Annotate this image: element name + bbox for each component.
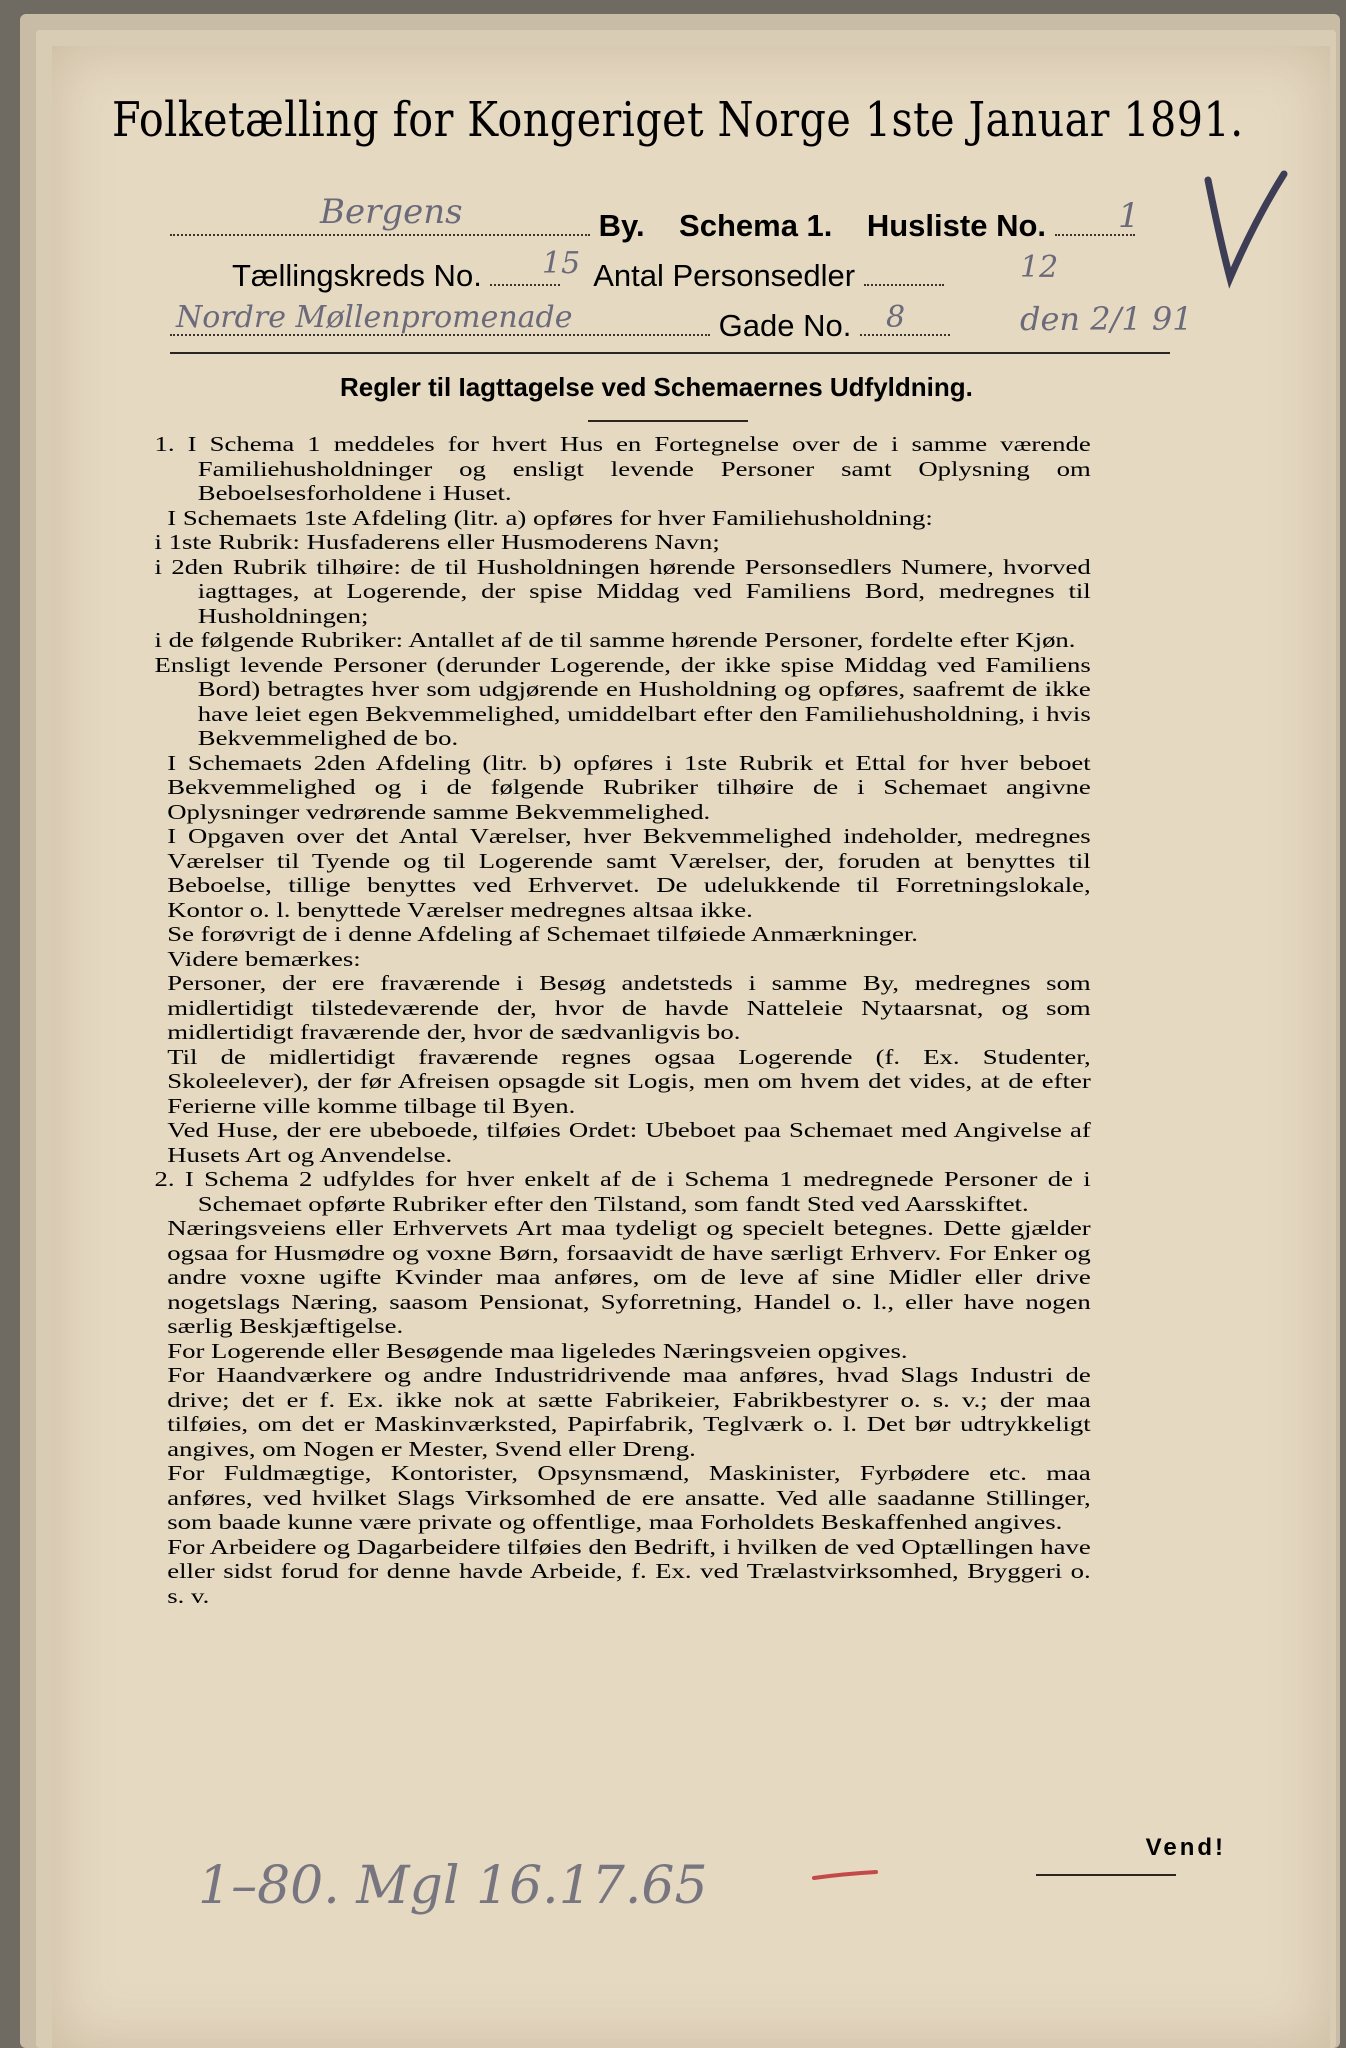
paragraph-9: Se forøvrigt de i denne Afdeling af Schemaet tilføiede Anmærkninger. xyxy=(167,922,918,946)
paragraph-2: I Schemaets 1ste Afdeling (litr. a) opføres for hver Familiehusholdning: xyxy=(167,505,933,530)
heading-underline xyxy=(588,420,748,422)
by-row xyxy=(170,208,1135,244)
gade-value: Nordre Møllenpromenade xyxy=(176,300,573,335)
corner-mark-v xyxy=(1200,170,1290,290)
paragraph-8: I Opgaven over det Antal Værelser, hver Bekvemmelighed indeholder, medregnes Værelser til Tyende og til Logerende samt Værelser, der, foruden at benyttes til Beboelse, tillige benyttes ved Erhvervet. De udelukkende til Forretningslokale, Kontor o. l. benyttede Værelser medregnes altsaa ikke. xyxy=(167,824,1091,922)
paragraph-13: Ved Huse, der ere ubeboede, tilføies Ordet: Ubeboet paa Schemaet med Angivelse af Husets Art og Anvendelse. xyxy=(167,1118,1091,1167)
paragraph-16: For Logerende eller Besøgende maa ligeledes Næringsveien opgives. xyxy=(167,1338,908,1363)
header-divider xyxy=(170,352,1170,354)
husliste-label: Husliste No. xyxy=(866,208,1047,243)
paragraph-10: Videre bemærkes: xyxy=(167,946,361,971)
paragraph-17: For Haandværkere og andre Industridrivende maa anføres, hvad Slags Industri de drive; det er f. Ex. ikke nok at sætte Fabrikeier, Fabrikbestyrer o. s. v.; der maa tilføies, om det er Maskinværksted, Papirfabrik, Teglværk o. l. Det bør udtrykkeligt angives, om Nogen er Mester, Svend eller Dreng. xyxy=(167,1363,1091,1461)
personsedler-label: Antal Personsedler xyxy=(593,258,856,293)
paragraph-4: i 2den Rubrik tilhøire: de til Husholdningen hørende Personsedlers Numere, hvorved iagttages, at Logerende, der spise Middag ved Familiens Bord, medregnes til Husholdningen; xyxy=(154,554,1091,628)
form-title: Folketælling for Kongeriget Norge 1ste Januar 1891. xyxy=(112,92,1244,148)
paragraph-18: For Fuldmægtige, Kontorister, Opsynsmænd, Maskinister, Fyrbødere etc. maa anføres, ved hvilket Slags Virksomhed de ere ansatte. Ved alle saadanne Stillinger, som baade kunne være private og offentlige, maa Forholdets Beskaffenhed angives. xyxy=(167,1461,1091,1534)
archive-footnote: 1–80. Mgl 16.17.65 xyxy=(198,1856,708,1916)
vend-label: Vend! xyxy=(1145,1834,1226,1861)
paragraph-11: Personer, der ere fraværende i Besøg andetsteds i samme By, medregnes som midlertidigt tilstedeværende der, hvor de havde Natteleie Nytaarsnat, og som midlertidigt fraværende der, hvor de sædvanligvis bo. xyxy=(167,971,1091,1044)
paragraph-5: i de følgende Rubriker: Antallet af de til samme hørende Personer, fordelte efter Kjøn. xyxy=(154,628,1076,652)
paragraph-6: Ensligt levende Personer (derunder Logerende, der ikke spise Middag ved Familiens Bord) betragtes hver som udgjørende en Husholdning og opføres, saafremt de ikke have leiet egen Bekvemmelighed, umiddelbart efter den Familiehusholdning, i hvis Bekvemmelighed de bo. xyxy=(154,652,1091,750)
kreds-value: 15 xyxy=(542,246,581,281)
paragraph-14: 2. I Schema 2 udfyldes for hver enkelt af de i Schema 1 medregnede Personer de i Schemaet opførte Rubriker efter den Tilstand, som fandt Sted ved Aarsskiftet. xyxy=(154,1167,1091,1216)
paragraph-1: 1. I Schema 1 meddeles for hvert Hus en Fortegnelse over de i samme værende Familiehusholdninger og ensligt levende Personer samt Oplysning om Beboelsesforholdene i Huset. xyxy=(154,432,1091,505)
gade-no-value: 8 xyxy=(886,300,906,335)
paragraph-15: Næringsveiens eller Erhvervets Art maa tydeligt og specielt betegnes. Dette gjælder ogsaa for Husmødre og voxne Børn, forsaavidt de have særligt Erhverv. For Enker og andre voxne ugifte Kvinder maa anføres, om de leve af sine Midler eller drive nogetslags Næring, saasom Pensionat, Syforretning, Handel o. l., eller have nogen særlig Beskjæftigelse. xyxy=(167,1216,1091,1338)
vend-underline xyxy=(1036,1874,1176,1876)
husliste-value: 1 xyxy=(1118,196,1140,236)
paragraph-7: I Schemaets 2den Afdeling (litr. b) opføres i 1ste Rubrik et Ettal for hver beboet Bekvemmelighed og i de følgende Rubriker tilhøire de i Schemaet angivne Oplysninger vedrørende samme Bekvemmelighed. xyxy=(167,750,1091,824)
personsedler-value: 12 xyxy=(1020,250,1059,285)
paragraph-12: Til de midlertidigt fraværende regnes ogsaa Logerende (f. Ex. Studenter, Skoleelever), der før Afreisen opsagde sit Logis, men om hvem det vides, at de efter Ferierne ville komme tilbage til Byen. xyxy=(167,1044,1091,1118)
schema-label: Schema 1. xyxy=(679,208,833,243)
rules-heading: Regler til Iagttagelse ved Schemaernes Udfyldning. xyxy=(340,372,973,402)
paragraph-3: i 1ste Rubrik: Husfaderens eller Husmoderens Navn; xyxy=(154,530,720,554)
date-note: den 2/1 91 xyxy=(1020,300,1193,338)
by-value: Bergens xyxy=(320,192,463,232)
kreds-label: Tællingskreds No. xyxy=(232,258,482,293)
kreds-row xyxy=(232,258,944,294)
gade-label: Gade No. xyxy=(718,308,852,343)
rules-body xyxy=(124,432,1091,1608)
red-pencil-mark xyxy=(812,1870,878,1880)
by-label: By. xyxy=(598,208,645,243)
paragraph-19: For Arbeidere og Dagarbeidere tilføies den Bedrift, i hvilken de ved Optællingen have eller sidst forud for denne havde Arbeide, f. Ex. ved Trælastvirksomhed, Bryggeri o. s. v. xyxy=(167,1534,1091,1608)
